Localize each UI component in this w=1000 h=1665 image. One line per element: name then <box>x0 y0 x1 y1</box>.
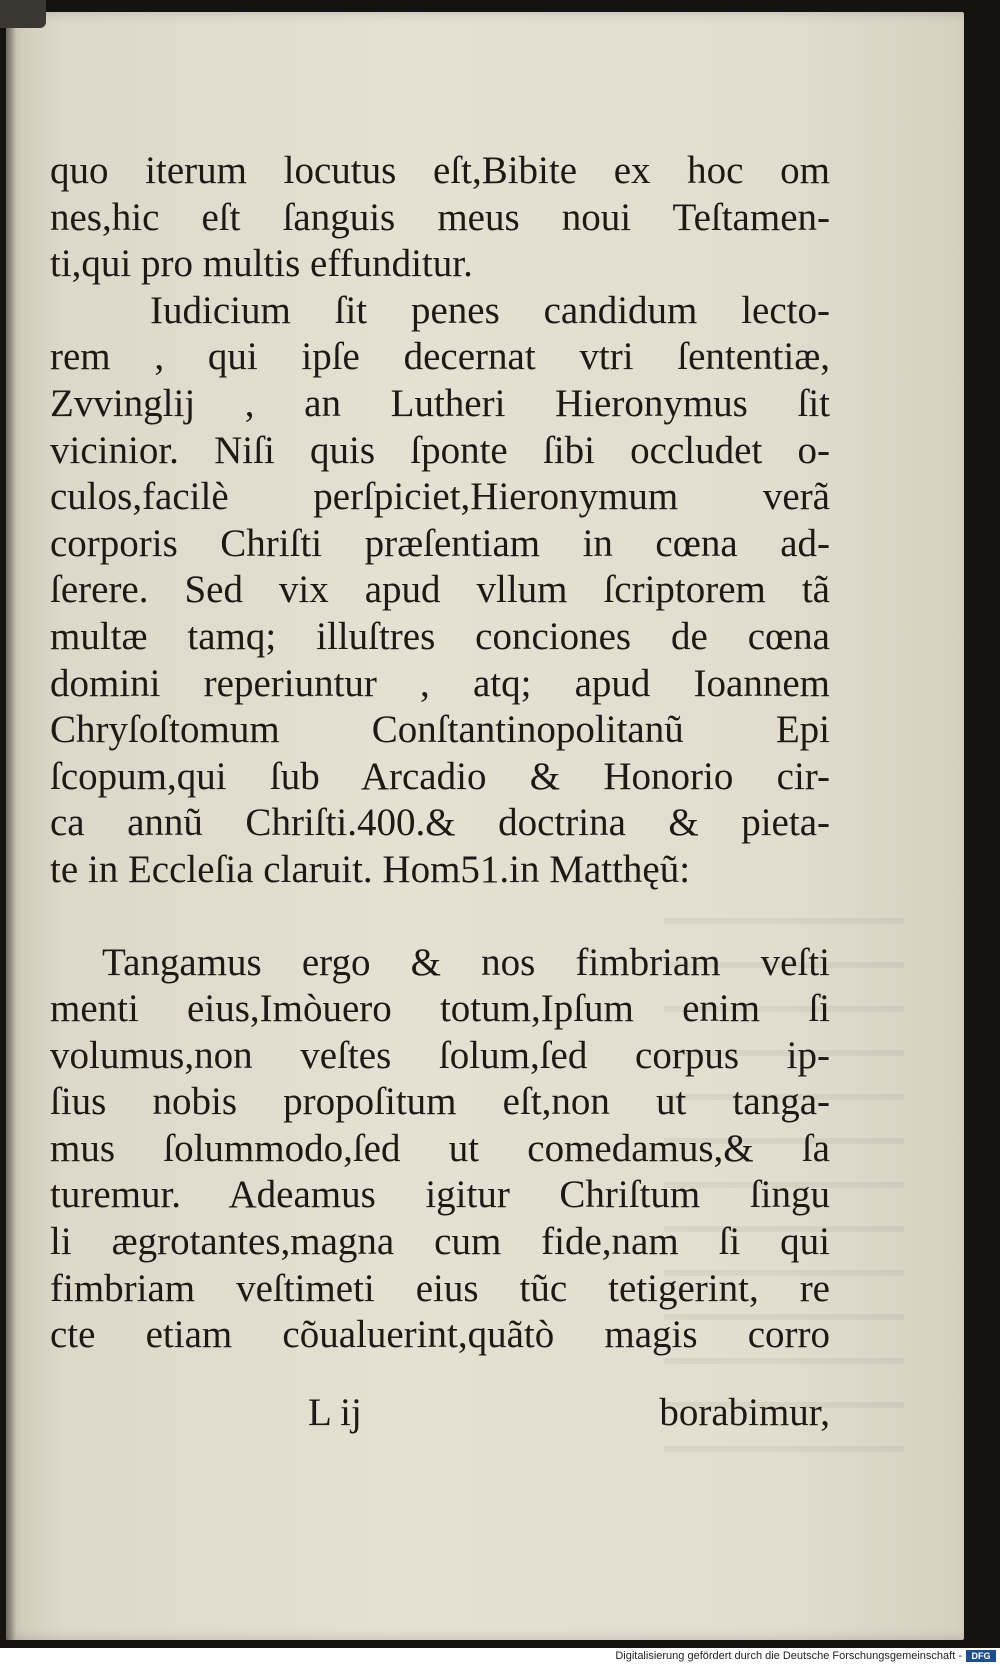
scanner-clip <box>0 0 46 28</box>
text-line: multæ tamq; illuſtres conciones de cœna <box>50 614 830 658</box>
text-line: fimbriam veſtimeti eius tũc tetigerint, re <box>50 1266 830 1310</box>
page-foot <box>50 1390 830 1436</box>
text-line: quo iterum locutus eſt,Bibite ex hoc om <box>50 149 830 192</box>
text-line: ca annũ Chriſti.400.& doctrina & pieta- <box>50 801 830 845</box>
paragraph-gap <box>50 894 830 940</box>
text-line: mus ſolummodo,ſed ut comedamus,& ſa <box>50 1126 830 1170</box>
text-line: cte etiam cõualuerint,quãtò magis corro <box>50 1313 830 1357</box>
text-line: Iudicium ſit penes candidum lecto- <box>150 288 830 332</box>
text-line: corporis Chriſti præſentiam in cœna ad- <box>50 521 830 565</box>
text-line: Zvvinglij , an Lutheri Hieronymus ſit <box>50 381 830 425</box>
text-line: Tangamus ergo & nos fimbriam veſti <box>102 940 830 984</box>
dfg-logo: DFG <box>966 1650 996 1662</box>
text-line: volumus,non veſtes ſolum,ſed corpus ip- <box>50 1033 830 1077</box>
text-line: ſius nobis propoſitum eſt,non ut tanga- <box>50 1080 830 1124</box>
text-line: nes,hic eſt ſanguis meus noui Teſtamen- <box>50 195 830 239</box>
text-line: ſcopum,qui ſub Arcadio & Honorio cir- <box>50 754 830 798</box>
signature-mark: L ij <box>308 1391 362 1434</box>
text-line: li ægrotantes,magna cum fide,nam ſi qui <box>50 1220 830 1264</box>
body-text <box>50 148 830 1359</box>
text-line: culos,facilè perſpiciet,Hieronymum verã <box>50 475 830 519</box>
text-line: Chryſoſtomum Conſtantinopolitanũ Epi <box>50 708 830 752</box>
catchword: borabimur, <box>659 1391 830 1434</box>
text-line: menti eius,Imòuero totum,Ipſum enim ſi <box>50 987 830 1031</box>
text-line: domini reperiuntur , atq; apud Ioannem <box>50 661 830 705</box>
text-line: ſerere. Sed vix apud vllum ſcriptorem tã <box>50 568 830 612</box>
text-line: turemur. Adeamus igitur Chriſtum ſingu <box>50 1173 830 1217</box>
footer-credit: Digitalisierung gefördert durch die Deutsche Forschungsgemeinschaft - <box>615 1650 962 1662</box>
text-line: te in Eccleſia claruit. Hom51.in Matthęũ: <box>50 847 691 891</box>
text-line: vicinior. Niſi quis ſponte ſibi occludet o- <box>50 428 830 472</box>
page-gutter-shadow <box>6 12 16 1640</box>
digitization-footer <box>0 1648 1000 1665</box>
text-line: rem , qui ipſe decernat vtri ſententiæ, <box>50 335 830 379</box>
text-line: ti,qui pro multis effunditur. <box>50 242 473 286</box>
